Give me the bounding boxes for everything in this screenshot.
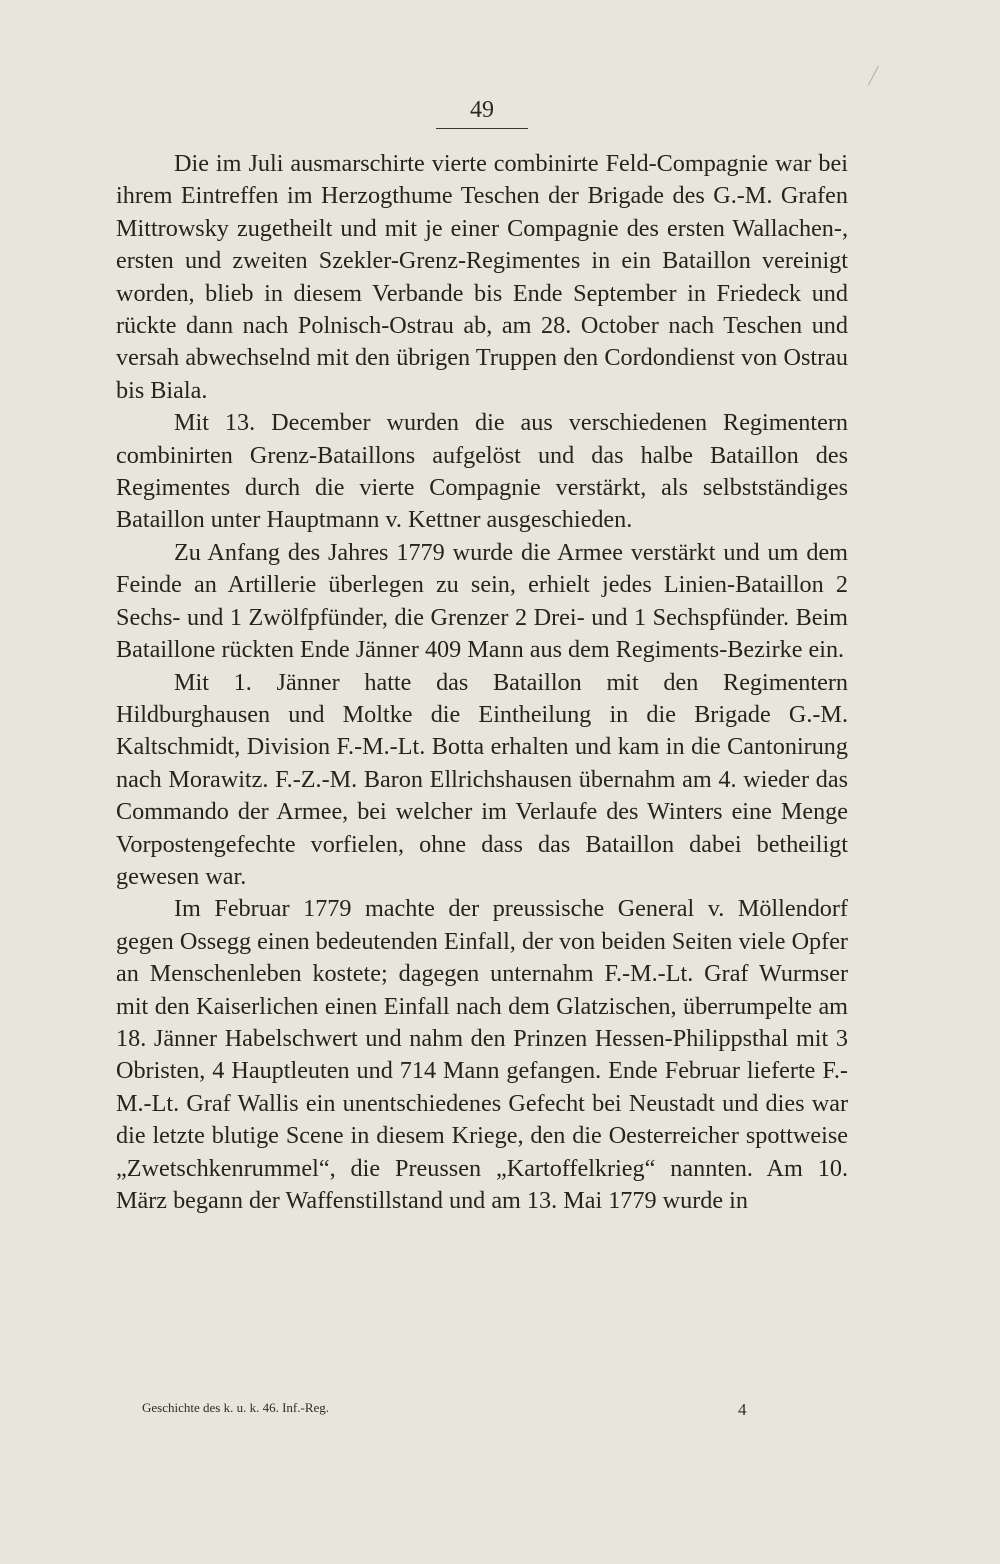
footer-sheet-number: 4 xyxy=(738,1400,747,1419)
body-text xyxy=(116,148,848,1217)
footer-signature: Geschichte des k. u. k. 46. Inf.-Reg. xyxy=(142,1400,330,1415)
paragraph: Im Februar 1779 machte der preussische General v. Möllendorf gegen Ossegg einen bedeutenden Einfall, der von beiden Seiten viele Opfer an Menschenleben kostete; dagegen unternahm F.-M.-Lt. Graf Wurmser mit den Kaiserlichen einen Einfall nach dem Glatzischen, überrumpelte am 18. Jänner Habelschwert und nahm den Prinzen Hessen-Philippsthal mit 3 Obristen, 4 Hauptleuten und 714 Mann gefangen. Ende Februar lieferte F.-M.-Lt. Graf Wallis ein unentschiedenes Gefecht bei Neustadt und dies war die letzte blutige Scene in diesem Kriege, den die Oesterreicher spottweise „Zwetschkenrummel“, die Preussen „Kartoffelkrieg“ nannten. Am 10. März begann der Waffenstillstand und am 13. Mai 1779 wurde in xyxy=(116,895,848,1214)
paragraph: Mit 1. Jänner hatte das Bataillon mit den Regimentern Hildburghausen und Moltke die Eintheilung in die Brigade G.-M. Kaltschmidt, Division F.-M.-Lt. Botta erhalten und kam in die Cantonirung nach Morawitz. F.-Z.-M. Baron Ellrichshausen übernahm am 4. wieder das Commando der Armee, bei welcher im Verlaufe des Winters eine Menge Vorpostengefechte vorfielen, ohne dass das Bataillon dabei betheiligt gewesen war. xyxy=(116,668,848,890)
paragraph: Zu Anfang des Jahres 1779 wurde die Armee verstärkt und um dem Feinde an Artillerie überlegen zu sein, erhielt jedes Linien-Bataillon 2 Sechs- und 1 Zwölfpfünder, die Grenzer 2 Drei- und 1 Sechspfünder. Beim Bataillone rückten Ende Jänner 409 Mann aus dem Regiments-Bezirke ein. xyxy=(116,538,848,664)
paragraph: Mit 13. December wurden die aus verschiedenen Regimentern combinirten Grenz-Bataillons aufgelöst und das halbe Bataillon des Regimentes durch die vierte Compagnie verstärkt, als selbstständiges Bataillon unter Hauptmann v. Kettner ausgeschieden. xyxy=(116,409,848,534)
page-number: 49 xyxy=(436,96,528,129)
paragraph: Die im Juli ausmarschirte vierte combinirte Feld-Compagnie war bei ihrem Eintreffen im Herzogthume Teschen der Brigade des G.-M. Grafen Mittrowsky zugetheilt und mit je einer Compagnie des ersten Wallachen-, ersten und zweiten Szekler-Grenz-Regimentes in ein Bataillon vereinigt worden, blieb in diesem Verbande bis Ende September in Friedeck und rückte dann nach Polnisch-Ostrau ab, am 28. October nach Teschen und versah abwechselnd mit den übrigen Truppen den Cordondienst von Ostrau bis Biala. xyxy=(116,150,848,404)
margin-pencil-mark xyxy=(868,66,892,92)
